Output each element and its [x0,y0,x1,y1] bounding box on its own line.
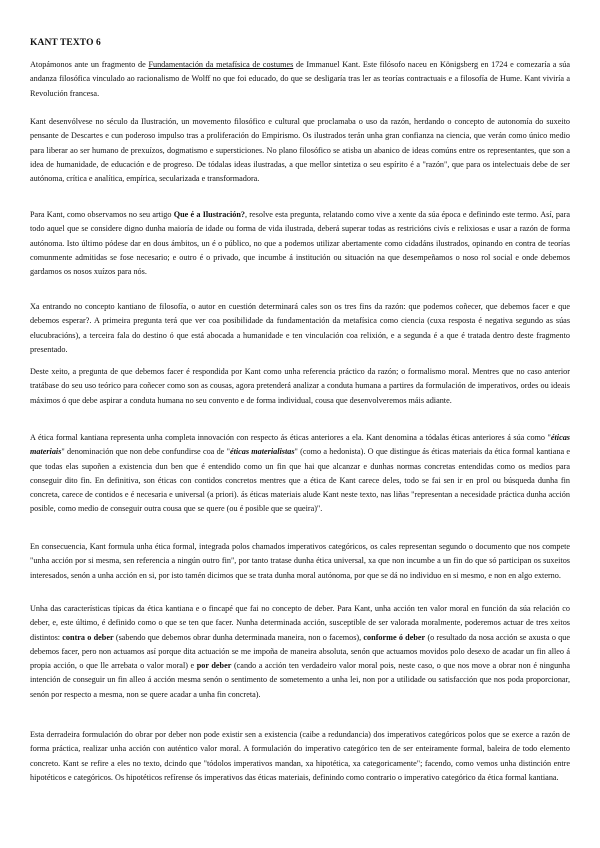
term-por-deber: por deber [196,661,232,671]
article-title: Que é a Ilustración? [173,210,246,219]
p3-text-b: , resolve esta pregunta, relatando como vive a xente da súa época e definindo este termo. Así, para todo aquel que se considere digno dunha maioría de idade ou forma de vida ilustrada, deberá superar todas as restricións civís e relixiosas e usar a razón de forma autónoma. Isto último pódese dar en dous ámbitos, un é o público, no que a podemos utilizar abertamente como cidadáns ilustrados, opinando en contra de teorías comunmente admitidas se fose necesario; e outro é o privado, que incumbe á institución ou situación na que desempeñamos o noso rol social e onde debemos gardamos os nosos xuízos para nós. [30,210,570,277]
p3-text-a: Para Kant, como observamos no seu artigo [30,210,174,219]
paragraph-intro [30,58,570,101]
paragraph-ilustracion: Kant desenvólvese no século da Ilustración, un movemento filosófico e cultural que proclamaba o uso da razón, herdando o concepto de autonomía do suxeito pensante de Descartes e cun poderoso impulso tras a proliferación do Empirismo. Os ilustrados terán unha gran confianza na ciencia, que verán como único medio para liberar ao ser humano de prexuízos, dogmatismo e supersticiones. No plano filosófico se atisba un abanico de ideas comúns entre os representantes, que son a idea de humanidade, de educación e de progreso. De tódalas ideas ilustradas, a que mellor sintetiza o seu espírito é a "razón", que para os intelectuais debe de ser autónoma, crítica e analítica, empírica, secularizada e transformadora. [30,117,570,184]
term-eticas-materiais: éticas materiais [30,433,570,457]
p6-text-a: A ética formal kantiana representa unha completa innovación con respecto ás éticas anteriores a ela. Kant denomina a tódalas éticas anteriores á súa como " [30,433,551,442]
p8-text-b: (sabendo que debemos obrar dunha determinada maneira, non o facemos), [113,632,364,642]
paragraph-deber [30,602,570,702]
p6-text-b: " denominación que non debe confundirse coa de " [61,447,230,457]
p6-text-c: " (como a hedonista). O que distingue ás éticas materiais da ética formal kantiana e que todas elas supoñen a existencia dun ben que é entendido como un fin que hai que alcanzar e dunhas normas concretas entendidas como os medios para conseguir dito fin. En definitiva, son éticas con contidos concretos mentres que a ética de Kant carece deles, todo se fai sen ir en prol ou búsqueda dunha fin concreta, carece de contidos e é necesaria e universal (a priori). ás éticas materiais alude Kant neste texto, nas liñas "representan a necesidade práctica dunha acción posible, como medio de conseguir outra cousa que se quere (ou é posible que se queira)". [30,447,570,514]
paragraph-fins-razon: Xa entrando no concepto kantiano de filosofía, o autor en cuestión determinará cales son os tres fins da razón: que podemos coñecer, que debemos facer e que debemos esperar?. A primeira pregunta terá que ver coa posibilidade da fundamentación da metafísica como ciencia (cuxa resposta é negativa segundo as súas elucubracións), a terceira fala do destino ó que está abocada a humanidade e ten vinculación coa relixión, e a segunda é a que é tratada dentro deste fragmento presentado. [30,302,570,354]
paragraph-etica-formal [30,431,570,517]
term-eticas-materialistas: éticas materialistas [229,447,295,457]
paragraph-formalismo: Deste xeito, a pregunta de que debemos facer é respondida por Kant como unha referencia práctico da razón; o formalismo moral. Mentres que no caso anterior tratábase do seu uso teórico para coñecer como son as cousas, agora pretenderá analizar a conduta humana a partires da formulación de imperativos, ordes ou ideais máximos ó que debe aspirar a conduta humana no seu convento e de forma individual, cousa que desenvolveremos máis adiante. [30,367,570,405]
p1-text-a: Atopámonos ante un fragmento de [30,60,149,69]
p8-text-d: (cando a acción ten verdadeiro valor moral pois, neste caso, o que nos move a obrar non é ningunha intención de conseguir un fin alleo á acción mesma senón o sentimento de sometemento a unha lei, non por a utilidade ou satisfacción que nos poda proporcionar, senón por respecto a mesma, non se quere acadar a unha fin concreta). [30,661,570,699]
p8-text-c: (o resultado da nosa acción se axusta o que debemos facer, pero non actuamos así porque dita actuación se me impoña de maneira absoluta, senón que actuamos movidos polo desexo de acadar un fin alleo á propia acción, o que lle arrebata o valor moral) e [30,632,571,671]
paragraph-imperativo-categorico: Esta derradeira formulación do obrar por deber non pode existir sen a existencia (caibe a redundancia) dos imperativos categóricos polos que se exerce a razón de forma práctica, realizar unha acción con auténtico valor moral. A formulación do imperativo categórico ten de ser enteiramente formal, baleira de todo elemento concreto. Kant se refire a eles no texto, dcindo que "tódolos imperativos mandan, xa hipotética, xa categoricamente"; facendo, como vemos unha distinción entre hipotéticos e categóricos. Os hipotéticos refírense ós imperativos das éticas materiais, definindo como contrario o imperativo categórico da ética formal kantiana. [30,730,570,782]
term-contra-deber: contra o deber [62,632,114,642]
p8-text-a: Unha das características típicas da ética kantiana e o fincapé que fai no concepto de deber. Para Kant, unha acción ten valor moral en función da súa relación co deber, e, este último, é definido como o que se ten que facer. Nunha determinada acción, susceptible de ser valorada moralmente, poderemos actuar de tres xeitos distintos: [30,604,570,642]
p1-text-b: de Immanuel Kant. Este filósofo naceu en Königsberg en 1724 e comezaría a súa andanza filosófica vinculado ao racionalismo de Wolff no que foi educado, do que se desligaría tras ler as teorías contractuais e a filosofía de Hume. Kant viviría a Revolución francesa. [30,60,571,98]
paragraph-imperativos: En consecuencia, Kant formula unha ética formal, integrada polos chamados imperativos categóricos, os cales representan segundo o documento que nos compete "unha acción por si mesma, sen referencia a ningún outro fin", por tanto tratase dunha ética universal, xa que non incumbe a un fin do que só participan os suxeitos interesados, senón a unha acción en si, por isto tamén dicimos que se trata dunha moral autónoma, por que se dá no individuo en si mesmo, e non en algo externo. [30,542,570,580]
document-title: KANT TEXTO 6 [30,38,101,48]
book-title-link: Fundamentación da metafísica de costumes [148,60,294,69]
term-conforme-deber: conforme ó deber [363,632,426,642]
paragraph-que-e-ilustracion [30,208,570,279]
